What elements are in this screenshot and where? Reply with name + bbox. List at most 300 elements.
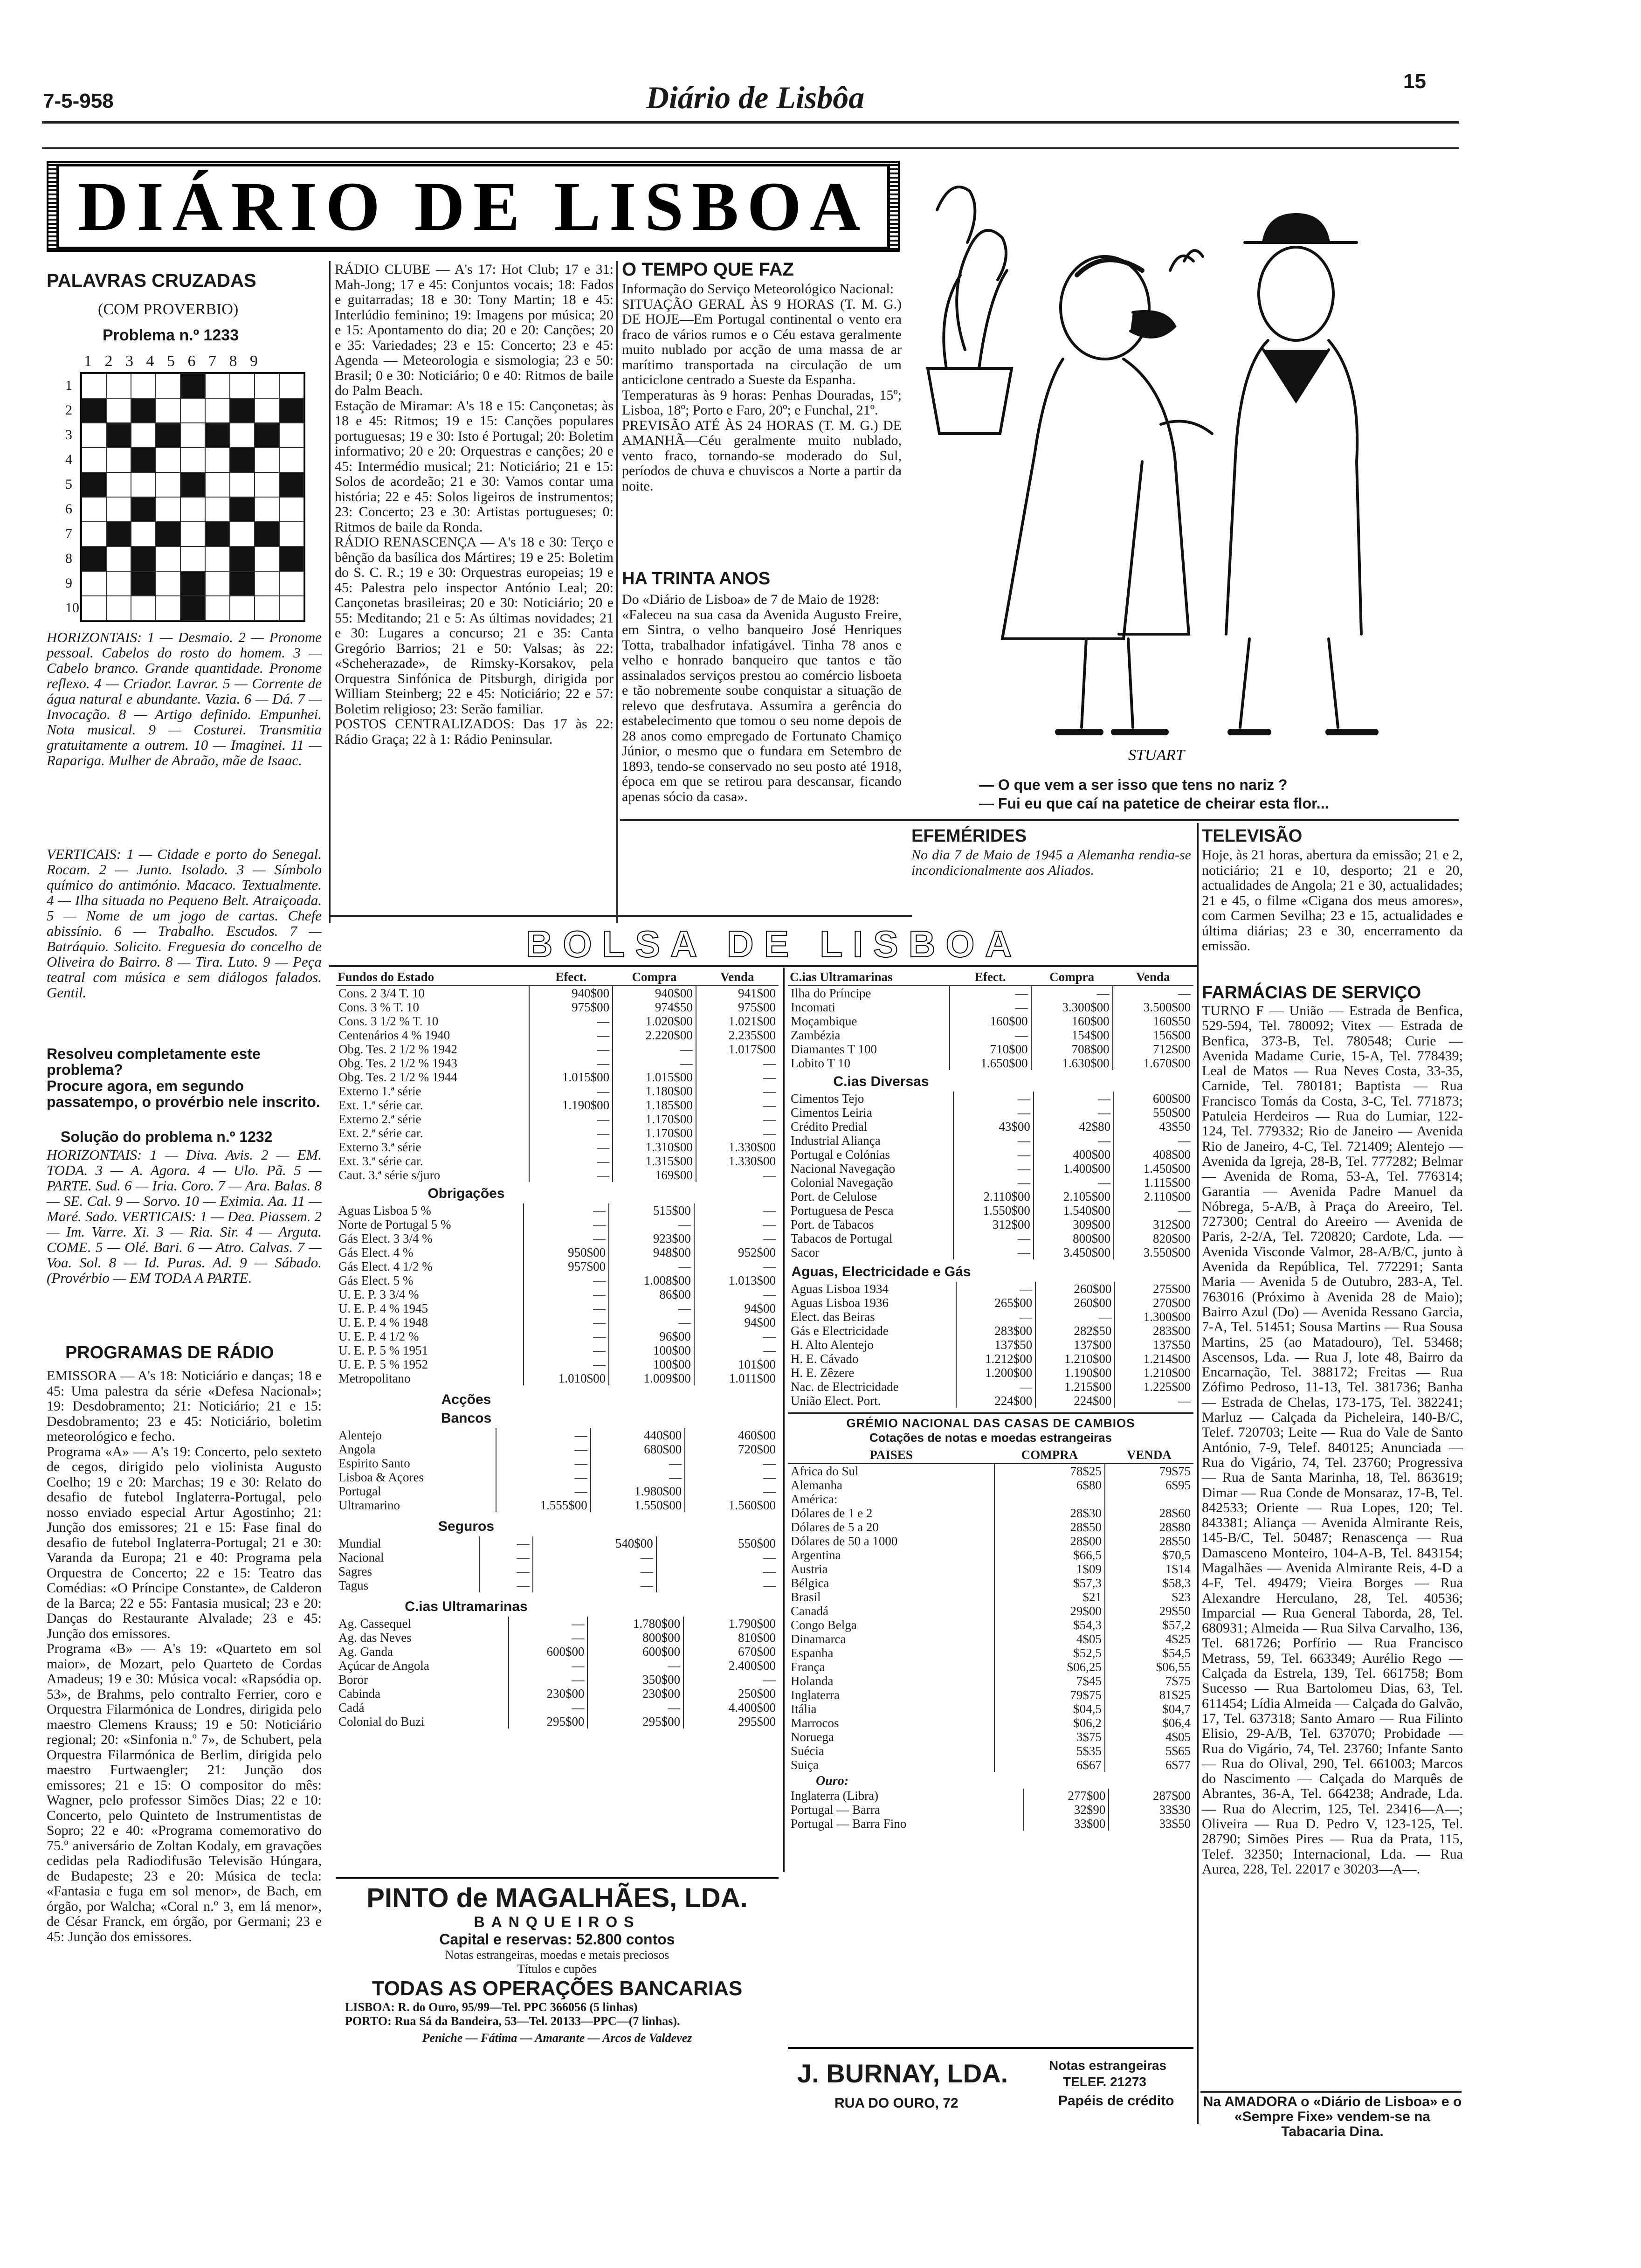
- row-label: Portuguesa de Pesca: [791, 1203, 894, 1217]
- row-label: Gás Elect. 4 1/2 %: [338, 1259, 433, 1273]
- row-value: 550$00: [1114, 1106, 1193, 1120]
- crossword-black-cell: [131, 398, 156, 423]
- row-value: 800$00: [1034, 1231, 1114, 1245]
- crossword-cell[interactable]: [106, 448, 131, 472]
- crossword-cell[interactable]: [255, 596, 279, 621]
- row-value: 100$00: [609, 1357, 694, 1371]
- crossword-black-cell: [82, 472, 106, 497]
- row-value: 1.009$00: [609, 1371, 694, 1385]
- crossword-black-cell: [156, 522, 180, 546]
- row-value: 948$00: [609, 1245, 694, 1259]
- table-row: [788, 1324, 1193, 1338]
- row-value: 1.630$00: [1031, 1056, 1113, 1070]
- row-number: 6: [65, 501, 72, 517]
- crossword-cell[interactable]: [106, 571, 131, 596]
- row-value: 6$67: [994, 1758, 1105, 1772]
- col-header: COMPRA: [994, 1447, 1105, 1464]
- row-value: —: [696, 1084, 779, 1098]
- crossword-cell[interactable]: [180, 522, 205, 546]
- row-label: Portugal e Colónias: [791, 1148, 890, 1162]
- row-value: 1.210$00: [1115, 1366, 1193, 1380]
- row-value: 1.020$00: [613, 1014, 696, 1028]
- crossword-cell[interactable]: [255, 373, 279, 398]
- row-value: —: [953, 1148, 1034, 1162]
- table-row: [788, 1310, 1193, 1324]
- table-row: [336, 1428, 779, 1442]
- row-value: 820$00: [1114, 1231, 1193, 1245]
- crossword-cell[interactable]: [82, 522, 106, 546]
- row-value: —: [529, 1014, 613, 1028]
- row-value: —: [524, 1273, 609, 1287]
- row-value: —: [694, 1203, 779, 1217]
- row-value: 680$00: [591, 1442, 685, 1456]
- row-label: União Elect. Port.: [791, 1394, 881, 1408]
- crossword-cell[interactable]: [255, 472, 279, 497]
- row-value: 1.190$00: [1035, 1366, 1115, 1380]
- crossword-cell[interactable]: [205, 373, 230, 398]
- crossword-cell[interactable]: [156, 398, 180, 423]
- row-label: H. Alto Alentejo: [791, 1338, 874, 1352]
- table-row: [336, 1470, 779, 1484]
- table-row: [336, 1231, 779, 1245]
- row-value: —: [1115, 1394, 1193, 1408]
- table-row: [336, 1301, 779, 1315]
- row-value: 2.220$00: [613, 1028, 696, 1042]
- table-row: [788, 1175, 1193, 1189]
- obrigacoes-heading: Obrigações: [427, 1186, 505, 1201]
- row-value: 94$00: [694, 1315, 779, 1329]
- crossword-cell[interactable]: [279, 423, 304, 448]
- row-number: 1: [65, 378, 72, 393]
- section-rule: [620, 819, 1459, 821]
- bancos-table: [336, 1428, 779, 1512]
- bolsa-title: BOLSA DE LISBOA: [525, 923, 1022, 965]
- row-value: 810$00: [683, 1631, 779, 1645]
- row-value: —: [609, 1301, 694, 1315]
- crossword-black-cell: [230, 398, 255, 423]
- crossword-cell[interactable]: [82, 423, 106, 448]
- row-value: 42$80: [1034, 1120, 1114, 1134]
- row-label: Ext. 1.ª série car.: [338, 1098, 423, 1112]
- table-row: [788, 1562, 1193, 1576]
- ad-pinto-magalhaes: [336, 1877, 779, 2045]
- row-value: 3$75: [994, 1730, 1105, 1744]
- row-value: 32$90: [1023, 1803, 1109, 1817]
- row-value: —: [529, 1154, 613, 1168]
- crossword-cell[interactable]: [180, 546, 205, 571]
- row-label: Ag. Ganda: [338, 1645, 393, 1659]
- crossword-cell[interactable]: [131, 373, 156, 398]
- row-value: —: [696, 1056, 779, 1070]
- row-label: Gás e Electricidade: [791, 1324, 889, 1338]
- crossword-cell[interactable]: [82, 448, 106, 472]
- row-label: Dólares de 1 e 2: [791, 1506, 873, 1520]
- row-value: —: [950, 1000, 1031, 1014]
- row-number: 10: [65, 600, 79, 615]
- crossword-cell[interactable]: [180, 497, 205, 522]
- crossword-instruction: Resolveu completamente este problema?: [47, 1045, 261, 1078]
- crossword-cell[interactable]: [279, 571, 304, 596]
- table-row: [336, 1203, 779, 1217]
- crossword-black-cell: [279, 472, 304, 497]
- tv-heading: TELEVISÃO: [1202, 826, 1303, 846]
- row-value: 78$25: [994, 1464, 1105, 1478]
- row-label: Inglaterra: [791, 1688, 840, 1702]
- row-value: —: [696, 1112, 779, 1126]
- crossword-cell[interactable]: [131, 522, 156, 546]
- row-value: —: [683, 1673, 779, 1687]
- row-value: —: [479, 1536, 532, 1550]
- row-number: 8: [65, 551, 72, 566]
- row-value: —: [696, 1098, 779, 1112]
- row-label: U. E. P. 4 1/2 %: [338, 1329, 419, 1343]
- row-value: $04,7: [1105, 1702, 1193, 1716]
- crossword-black-cell: [230, 497, 255, 522]
- table-row: [788, 1744, 1193, 1758]
- row-value: $57,3: [994, 1576, 1105, 1590]
- row-label: Norte de Portugal 5 %: [338, 1217, 451, 1231]
- crossword-cell[interactable]: [106, 497, 131, 522]
- row-value: —: [1034, 1092, 1114, 1106]
- crossword-cell[interactable]: [279, 373, 304, 398]
- crossword-cell[interactable]: [255, 546, 279, 571]
- row-value: —: [1113, 986, 1193, 1000]
- row-value: $57,2: [1105, 1618, 1193, 1632]
- row-number: 2: [65, 402, 72, 418]
- crossword-cell[interactable]: [205, 472, 230, 497]
- crossword-cell[interactable]: [156, 571, 180, 596]
- row-value: —: [509, 1631, 588, 1645]
- crossword-cell[interactable]: [106, 398, 131, 423]
- cartoon-caption-2: — Fui eu que caí na patetice de cheirar esta flor...: [979, 795, 1329, 812]
- crossword-cell[interactable]: [230, 472, 255, 497]
- row-value: 1.790$00: [683, 1617, 779, 1631]
- row-label: Austria: [791, 1562, 828, 1576]
- row-label: Portugal — Barra Fino: [791, 1817, 907, 1831]
- row-label: U. E. P. 3 3/4 %: [338, 1287, 419, 1301]
- row-value: 6$80: [994, 1478, 1105, 1492]
- ad-burnay-address: RUA DO OURO, 72: [834, 2095, 958, 2111]
- row-label: Sagres: [338, 1564, 372, 1578]
- table-row: [788, 1716, 1193, 1730]
- row-value: 720$00: [685, 1442, 779, 1456]
- table-row: [336, 1098, 779, 1112]
- row-value: 282$50: [1035, 1324, 1115, 1338]
- pharmacies-text: TURNO F — União — Estrada de Benfica, 529-594, Tel. 780092; Vitex — Estrada de Benfica, 373-B, Tel. 780548; Curie — Avenida Madame Curie, 15-A, Tel. 778439; Leal de Matos — Rua Neves Costa, 33-35, Carnide, Tel. 780181; Baptista — Rua Francisco Tomás da Costa, 3-C, Tel. 771873; Patuleia Herdeiros — Rua do Lumiar, 122-124, Tel. 779332; Rio de Janeiro — Avenida Rio de Janeiro, 4-C, Tel. 721409; Alentejo — Avenida da Igreja, 28-B, Tel. 777282; Belmar — Avenida de Roma, 53-A, Tel. 776314; Garantia — Avenida Padre Manuel da Nóbrega, 5-A/B, à Praça do Areeiro, Tel. 727300; Central do Areeiro — Avenida de Paris, 2-2/A, Tel. 720820; Cardote, Lda. — Avenida Visconde Valmor, 28-A/B/C, junto à Avenida da República, Tel. 772291; Santa Maria — Avenida 5 de Outubro, 283-A, Tel. 763016 (Próximo à Avenida 28 de Maio); Bairro Azul (Do) — Avenida Ressano Garcia, 7-A, Tel. 51451; Sousa Martins — Rua Sousa Martins, 25 (ao Matadouro), Tel. 53468; Ascensos, Lda. — Rua J, lote 48, Bairro da Encarnação, Tel. 388172; Freitas — Rua Zófimo Pedroso, 11-13, Tel. 381736; Banha — Estrada de Chelas, 173-175, Tel. 382241; Marluz — Calçada da Picheleira, 140-B/C, Telef. 720703; Leite — Rua do Vale de Santo António, 7-9, Telef. 840125; Anunciada — Rua do Vigário, 74, Tel. 23760; Progressiva — Rua de Santa Marinha, 18, Tel. 863619; Dimar — Rua Conde de Monsaraz, 17-B, Tel. 842533; Oriente — Rua Lopes, 120; Tel. 843381; Aliança — Avenida Almirante Reis, 145-B/C, Tel. 50487; Renascença — Rua Damasceno Monteiro, 104-A-B, Tel. 843154; Magalhães — Avenida Almirante Reis, 4-D a 4-F, Tel. 49479; Vieira Borges — Rua Alexandre Herculano, 28, Tel. 40536; Imparcial — Rua General Taborda, 28, Tel. 680931; Almeida — Rua Silva Carvalho, 136, Tel. 681726; Porfírio — Rua Francisco Metrass, 59, Tel. 663349; Aurélio Rego — Calçada da Estrela, 139, Tel. 661758; Bom Sucesso — Rua Bartolomeu Dias, 63, Tel. 611454; Lídia Almeida — Calçada do Galvão, 17, Tel. 637318; Santo Amaro — Rua Filinto Elisio, 29-A/B, Tel. 637070; Probidade — Rua do Vigário, 74, Tel. 23760; Infante Santo — Rua do Olival, 290, Tel. 661003; Marcos do Nascimento — Calçada do Marquês de Abrantes, 36-A, Tel. 664238; Andrade, Lda. — Rua do Alecrim, 125, Tel. 23416—A—; Oliveira — Rua D. Pedro V, 123-125, Tel. 28790; Simões Pires — Rua da Prata, 115, Telef. 32350; Internacional, Lda. — Rua Aurea, 228, Tel. 22017 e 30203—A—.: [1202, 1003, 1463, 1877]
- row-value: —: [509, 1617, 588, 1631]
- row-value: 1.021$00: [696, 1014, 779, 1028]
- row-label: Argentina: [791, 1548, 841, 1562]
- row-value: 295$00: [683, 1715, 779, 1729]
- crossword-cell[interactable]: [205, 571, 230, 596]
- crossword-cell[interactable]: [205, 398, 230, 423]
- crossword-problem: Problema n.º 1233: [103, 326, 239, 344]
- crossword-cell[interactable]: [106, 596, 131, 621]
- row-label: H. E. Cávado: [791, 1352, 859, 1366]
- row-value: 7$45: [994, 1674, 1105, 1688]
- ad-pinto-type: BANQUEIROS: [474, 1914, 641, 1930]
- row-label: U. E. P. 5 % 1952: [338, 1357, 428, 1371]
- row-value: $52,5: [994, 1646, 1105, 1660]
- row-number: 7: [65, 526, 72, 541]
- crossword-black-cell: [279, 398, 304, 423]
- table-row: [788, 1134, 1193, 1148]
- row-label: Tabacos de Portugal: [791, 1231, 893, 1245]
- table-row: [788, 1548, 1193, 1562]
- cambios-subtitle: Cotações de notas e moedas estrangeiras: [869, 1431, 1112, 1445]
- row-value: —: [613, 1056, 696, 1070]
- crossword-cell[interactable]: [279, 497, 304, 522]
- row-value: —: [479, 1578, 532, 1592]
- row-value: 6$77: [1105, 1758, 1193, 1772]
- row-number: 5: [65, 477, 72, 492]
- row-value: 1.010$00: [524, 1371, 609, 1385]
- row-label: Noruega: [791, 1730, 834, 1744]
- table-row: [788, 1646, 1193, 1660]
- crossword-cell[interactable]: [279, 448, 304, 472]
- crossword-cell[interactable]: [255, 497, 279, 522]
- crossword-cell[interactable]: [131, 596, 156, 621]
- fundos-body: [336, 986, 779, 1182]
- ad-pinto-lisboa: LISBOA: R. do Ouro, 95/99—Tel. PPC 366056 (5 linhas): [345, 2000, 638, 2014]
- table-row: [788, 1042, 1193, 1056]
- crossword-cell[interactable]: [205, 448, 230, 472]
- table-row: [788, 1338, 1193, 1352]
- crossword-cell[interactable]: [230, 373, 255, 398]
- row-label: Gás Elect. 4 %: [338, 1245, 414, 1259]
- table-row: [788, 1028, 1193, 1042]
- diversas-table: [788, 1092, 1193, 1259]
- row-value: 1.180$00: [613, 1084, 696, 1098]
- row-value: —: [953, 1245, 1034, 1259]
- row-value: 1$14: [1105, 1562, 1193, 1576]
- row-value: —: [591, 1470, 685, 1484]
- diversas-heading: C.ias Diversas: [833, 1074, 929, 1089]
- row-value: 1.450$00: [1114, 1162, 1193, 1175]
- row-value: 156$00: [1113, 1028, 1193, 1042]
- crossword-cell[interactable]: [255, 398, 279, 423]
- row-value: 440$00: [591, 1428, 685, 1442]
- crossword-cell[interactable]: [205, 546, 230, 571]
- crossword-cell[interactable]: [156, 448, 180, 472]
- row-value: 6$95: [1105, 1478, 1193, 1492]
- row-value: 265$00: [956, 1296, 1035, 1310]
- row-value: 260$00: [1035, 1296, 1115, 1310]
- acoes-heading: Acções: [441, 1392, 491, 1407]
- crossword-black-cell: [230, 546, 255, 571]
- col-header: Venda: [696, 969, 779, 986]
- row-label: Ext. 3.ª série car.: [338, 1154, 423, 1168]
- bolsa-left: [336, 969, 779, 1729]
- crossword-verticals: VERTICAIS: 1 — Cidade e porto do Senegal. Rocam. 2 — Junto. Isolado. 3 — Símbolo químico do antimónio. Macaco. Textualmente. 4 — Ilha situada no Pequeno Belt. Atraiçoada. 5 — Nome de um jogo de cartas. Chefe abissínio. 6 — Trabalho. Escudos. 7 — Batráquio. Solicito. Freguesia do concelho de Oliveira do Bairro. 8 — Tira. Luto. 9 — Peça teatral com música e sem diálogos falados. Gentil.: [47, 846, 322, 1001]
- crossword-black-cell: [255, 522, 279, 546]
- crossword-cell[interactable]: [180, 423, 205, 448]
- row-label: Portugal — Barra: [791, 1803, 880, 1817]
- table-row: [336, 1014, 779, 1028]
- row-label: Tagus: [338, 1578, 369, 1592]
- table-row: [336, 1056, 779, 1070]
- row-value: 101$00: [694, 1357, 779, 1371]
- row-label: Dinamarca: [791, 1632, 846, 1646]
- row-value: 43$00: [953, 1120, 1034, 1134]
- tv-text: Hoje, às 21 horas, abertura da emissão; 21 e 2, noticiário; 21 e 10, desporto; 21 e 20, actualidades de Angola; 21 e 30, actualidades; 21 e 45, o filme «Cigana dos meus amores», com Carmen Sevilha; 23 e 15, actualidades e última diárias; 23 e 30, encerramento da emissão.: [1202, 847, 1463, 954]
- row-value: 309$00: [1034, 1217, 1114, 1231]
- row-value: $06,4: [1105, 1716, 1193, 1730]
- row-value: —: [696, 1126, 779, 1140]
- crossword-cell[interactable]: [230, 423, 255, 448]
- crossword-cell[interactable]: [156, 373, 180, 398]
- crossword-cell[interactable]: [106, 373, 131, 398]
- row-label: Canadá: [791, 1604, 828, 1618]
- row-value: —: [694, 1329, 779, 1343]
- row-value: 1.550$00: [591, 1498, 685, 1512]
- row-value: $06,55: [1105, 1660, 1193, 1674]
- crossword-cell[interactable]: [131, 423, 156, 448]
- ouro-table: [788, 1789, 1193, 1831]
- row-label: Ext. 2.ª série car.: [338, 1126, 423, 1140]
- crossword-black-cell: [180, 596, 205, 621]
- crossword-cell[interactable]: [82, 571, 106, 596]
- crossword-cell[interactable]: [230, 596, 255, 621]
- row-value: 460$00: [685, 1428, 779, 1442]
- row-value: —: [953, 1162, 1034, 1175]
- crossword-cell[interactable]: [106, 546, 131, 571]
- row-value: 600$00: [509, 1645, 588, 1659]
- table-row: [788, 986, 1193, 1000]
- row-value: 160$50: [1113, 1014, 1193, 1028]
- col-header: VENDA: [1105, 1447, 1193, 1464]
- ad-pinto-name: PINTO de MAGALHÃES, LDA.: [366, 1883, 748, 1913]
- table-row: [788, 1120, 1193, 1134]
- row-value: —: [524, 1203, 609, 1217]
- row-value: —: [1114, 1134, 1193, 1148]
- row-value: 154$00: [1031, 1028, 1113, 1042]
- row-value: $23: [1105, 1590, 1193, 1604]
- crossword-grid[interactable]: [80, 372, 305, 622]
- row-value: —: [524, 1357, 609, 1371]
- row-value: 94$00: [694, 1301, 779, 1315]
- crossword-cell[interactable]: [82, 497, 106, 522]
- row-value: 975$00: [529, 1000, 613, 1014]
- row-value: 1.330$00: [696, 1140, 779, 1154]
- row-label: Port. de Celulose: [791, 1189, 877, 1203]
- row-value: —: [496, 1484, 590, 1498]
- crossword-cell[interactable]: [106, 472, 131, 497]
- row-value: —: [529, 1056, 613, 1070]
- crossword-cell[interactable]: [255, 571, 279, 596]
- header-rule: [42, 121, 1459, 124]
- row-value: 1.214$00: [1115, 1352, 1193, 1366]
- row-value: 28$80: [1105, 1520, 1193, 1534]
- column-divider: [329, 261, 331, 923]
- crossword-cell[interactable]: [180, 448, 205, 472]
- crossword-cell[interactable]: [131, 472, 156, 497]
- table-row: [788, 1674, 1193, 1688]
- seguros-table: [336, 1536, 779, 1592]
- table-row: [788, 1366, 1193, 1380]
- crossword-cell[interactable]: [279, 522, 304, 546]
- row-value: 224$00: [1035, 1394, 1115, 1408]
- table-row: [336, 1329, 779, 1343]
- col-header: PAISES: [788, 1447, 994, 1464]
- table-row: [336, 1357, 779, 1371]
- row-value: 43$50: [1114, 1120, 1193, 1134]
- row-value: —: [953, 1231, 1034, 1245]
- row-value: 169$00: [613, 1168, 696, 1182]
- section-rule: [1200, 2091, 1462, 2093]
- row-value: 2.400$00: [683, 1659, 779, 1673]
- banner-title: DIÁRIO DE LISBOA: [56, 164, 890, 249]
- row-value: —: [685, 1470, 779, 1484]
- row-value: $66,5: [994, 1548, 1105, 1562]
- row-label: Gás Elect. 3 3/4 %: [338, 1231, 433, 1245]
- row-value: —: [656, 1578, 779, 1592]
- crossword-cell[interactable]: [82, 373, 106, 398]
- row-value: —: [479, 1550, 532, 1564]
- crossword-cell[interactable]: [205, 596, 230, 621]
- table-row: [336, 1484, 779, 1498]
- row-value: 79$75: [994, 1688, 1105, 1702]
- crossword-cell[interactable]: [279, 596, 304, 621]
- table-row: [788, 1380, 1193, 1394]
- table-row: [788, 1296, 1193, 1310]
- row-label: Dólares de 5 a 20: [791, 1520, 879, 1534]
- row-value: —: [694, 1343, 779, 1357]
- row-label: Obg. Tes. 2 1/2 % 1943: [338, 1056, 457, 1070]
- row-value: 940$00: [529, 986, 613, 1000]
- crossword-cell[interactable]: [230, 522, 255, 546]
- crossword-cell[interactable]: [205, 497, 230, 522]
- row-label: Angola: [338, 1442, 376, 1456]
- row-value: 4$05: [994, 1632, 1105, 1646]
- row-value: 1.670$00: [1113, 1056, 1193, 1070]
- row-value: 2.110$00: [953, 1189, 1034, 1203]
- page-date: 7-5-958: [43, 90, 114, 112]
- bancos-heading: Bancos: [441, 1411, 492, 1426]
- crossword-cell[interactable]: [156, 546, 180, 571]
- crossword-cell[interactable]: [156, 472, 180, 497]
- row-value: 230$00: [509, 1687, 588, 1701]
- crossword-cell[interactable]: [180, 398, 205, 423]
- row-label: Nac. de Electricidade: [791, 1380, 899, 1394]
- crossword-cell[interactable]: [156, 497, 180, 522]
- crossword-cell[interactable]: [156, 596, 180, 621]
- crossword-black-cell: [131, 546, 156, 571]
- row-value: 28$50: [994, 1520, 1105, 1534]
- row-value: —: [524, 1287, 609, 1301]
- table-row: [788, 1203, 1193, 1217]
- ad-burnay-phone: TELEF. 21273: [1063, 2074, 1146, 2089]
- row-value: 1.017$00: [696, 1042, 779, 1056]
- crossword-cell[interactable]: [82, 596, 106, 621]
- row-label: Brasil: [791, 1590, 821, 1604]
- table-row: [336, 1631, 779, 1645]
- radio-heading: PROGRAMAS DE RÁDIO: [65, 1343, 274, 1362]
- row-label: Nacional: [338, 1550, 384, 1564]
- row-value: 975$00: [696, 1000, 779, 1014]
- crossword-cell[interactable]: [255, 448, 279, 472]
- row-value: 1.200$00: [956, 1366, 1035, 1380]
- row-value: —: [529, 1168, 613, 1182]
- row-value: —: [1035, 1310, 1115, 1324]
- table-row: [336, 1687, 779, 1701]
- row-label: Itália: [791, 1702, 817, 1716]
- ad-pinto-capital: Capital e reservas: 52.800 contos: [439, 1931, 675, 1948]
- row-value: $54,5: [1105, 1646, 1193, 1660]
- table-row: [788, 1245, 1193, 1259]
- table-row: [336, 986, 779, 1000]
- table-row: [788, 1231, 1193, 1245]
